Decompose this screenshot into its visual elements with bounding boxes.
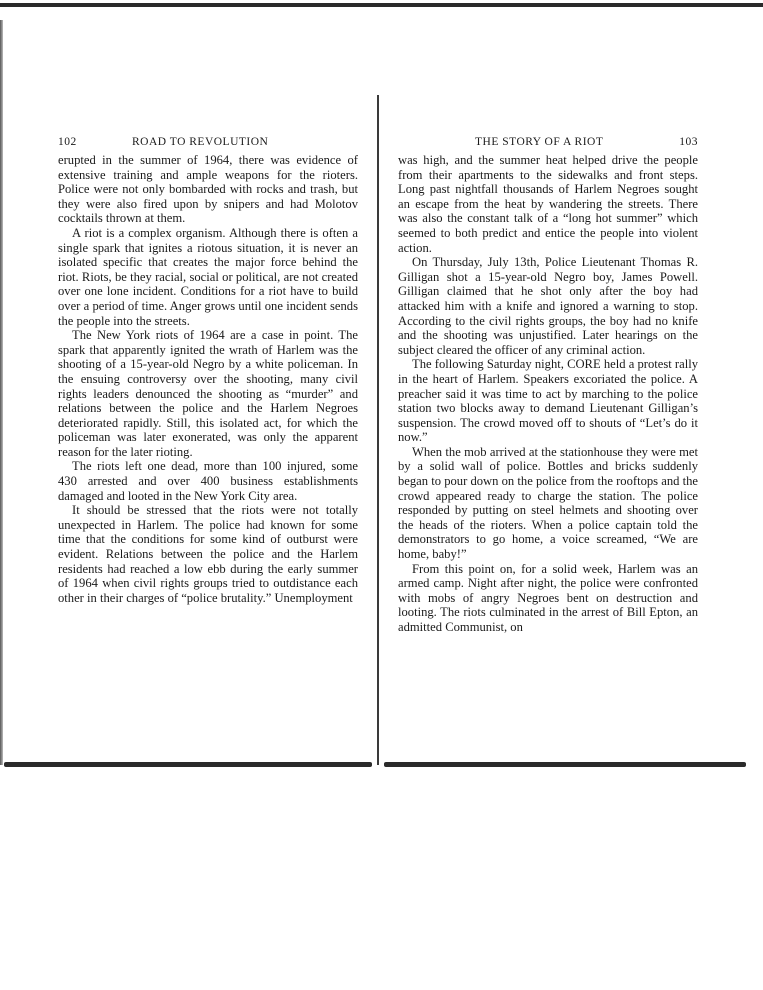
top-scan-edge bbox=[0, 3, 763, 7]
left-running-head bbox=[58, 136, 358, 152]
left-running-title: ROAD TO REVOLUTION bbox=[132, 136, 269, 148]
paragraph: was high, and the summer heat helped drive the people from their apartments to the sidewalks and front steps. Long past nightfall thousands of Harlem Negroes sought an escape from the heat by wandering the streets. There was also the constant talk of a “long hot summer” which seemed to both predict and entice the people into violent action. bbox=[398, 153, 698, 255]
left-scan-edge bbox=[0, 20, 3, 765]
left-page-number: 102 bbox=[58, 136, 77, 148]
paragraph: When the mob arrived at the stationhouse they were met by a solid wall of police. Bottles and bricks suddenly began to pour down on the police from the rooftops and the crowd appeared ready to charge the station. The police responded by putting on steel helmets and shooting over the heads of the rioters. When a police captain told the demonstrators to go home, a voice screamed, “We are home, baby!” bbox=[398, 444, 698, 562]
bottom-scan-edge-right bbox=[384, 762, 746, 767]
right-page-number: 103 bbox=[679, 136, 698, 148]
paragraph: On Thursday, July 13th, Police Lieutenant Thomas R. Gilligan shot a 15-year-old Negro boy, James Powell. Gilligan claimed that he shot only after the boy had attacked him with a knife and ignored a warning to stop. According to the civil rights groups, the boy had no knife and the shooting was unjustified. Later hearings on the subject cleared the officer of any criminal action. bbox=[398, 255, 698, 357]
left-page bbox=[58, 136, 358, 605]
right-running-head bbox=[398, 136, 698, 152]
paragraph: The New York riots of 1964 are a case in point. The spark that apparently ignited the wrath of Harlem was the shooting of a 15-year-old Negro by a white policeman. In the ensuing controversy over the shooting, many civil rights leaders denounced the shooting as “murder” and relations between the police and the Harlem Negroes deteriorated rapidly. Still, this isolated act, for which the policeman was later exonerated, was only the apparent reason for the later rioting. bbox=[58, 328, 358, 459]
left-body-text bbox=[58, 153, 358, 605]
paragraph: The riots left one dead, more than 100 injured, some 430 arrested and over 400 business establishments damaged and looted in the New York City area. bbox=[58, 459, 358, 503]
right-body-text bbox=[398, 153, 698, 635]
bottom-scan-edge-left bbox=[4, 762, 372, 767]
right-page bbox=[398, 136, 698, 635]
book-gutter bbox=[377, 95, 379, 765]
right-running-title: THE STORY OF A RIOT bbox=[475, 136, 604, 148]
paragraph: It should be stressed that the riots were not totally unexpected in Harlem. The police had known for some time that the conditions for some kind of outburst were evident. Relations between the police and the Harlem residents had reached a low ebb during the early summer of 1964 when civil rights groups tried to outdistance each other in their charges of “police brutality.” Unemployment bbox=[58, 503, 358, 605]
paragraph: From this point on, for a solid week, Harlem was an armed camp. Night after night, the police were confronted with mobs of angry Negroes bent on destruction and looting. The riots culminated in the arrest of Bill Epton, an admitted Communist, on bbox=[398, 561, 698, 634]
paragraph: erupted in the summer of 1964, there was evidence of extensive training and ample weapons for the rioters. Police were not only bombarded with rocks and trash, but they were also fired upon by snipers and had Molotov cocktails thrown at them. bbox=[58, 153, 358, 226]
paragraph: A riot is a complex organism. Although there is often a single spark that ignites a riotous situation, it is never an isolated specific that creates the major force behind the riot. Riots, be they racial, social or political, are not created over one lone incident. Conditions for a riot have to build over a period of time. Anger grows until one incident sends the people into the streets. bbox=[58, 225, 358, 328]
paragraph: The following Saturday night, CORE held a protest rally in the heart of Harlem. Speakers excoriated the police. A preacher said it was time to act by marching to the police station two blocks away to demand Lieutenant Gilligan’s suspension. The crowd moved off to shouts of “Let’s do it now.” bbox=[398, 357, 698, 445]
